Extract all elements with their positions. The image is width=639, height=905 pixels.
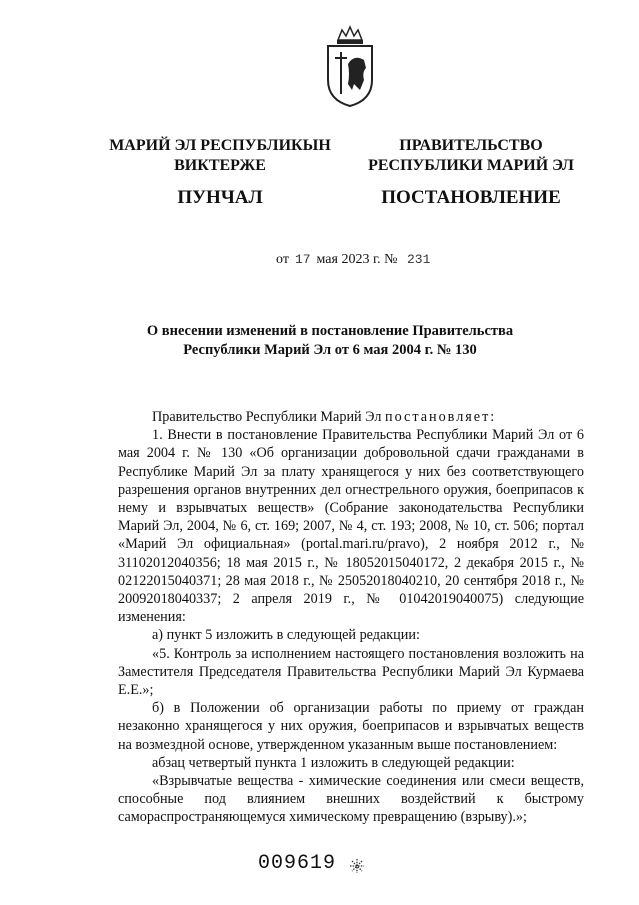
paragraph-5: абзац четвертый пункта 1 изложить в следующей редакции:	[152, 754, 515, 771]
document-body	[118, 408, 584, 827]
intro-text: Правительство Республики Марий Эл	[152, 409, 382, 425]
paragraph-4: б) в Положении об организации работы по приему от граждан незаконно хранящегося у них оружия, боеприпасов и взрывчатых веществ на возмездной основе, утвержденном указанным выше постановлением:	[118, 700, 584, 753]
document-number: 231	[406, 252, 431, 267]
header-right-line2: РЕСПУБЛИКИ МАРИЙ ЭЛ	[368, 157, 574, 174]
date-prefix: от	[276, 252, 289, 267]
header-right	[356, 136, 586, 210]
date-line	[276, 252, 436, 268]
paragraph-2: а) пункт 5 изложить в следующей редакции:	[152, 627, 420, 644]
title-line2: Республики Марий Эл от 6 мая 2004 г. № 130	[183, 342, 477, 358]
paragraph-1: 1. Внести в постановление Правительства Республики Марий Эл от 6 мая 2004 г. № 130 «Об организации добровольной сдачи гражданами в Республике Марий Эл за плату хранящегося у них без соответствующего разрешения органов внутренних дел огнестрельного оружия, боеприпасов к нему и взрывчатых веществ» (Собрание законодательства Республики Марий Эл, 2004, № 6, ст. 169; 2007, № 4, ст. 193; 2008, № 10, ст. 506; портал «Марий Эл официальная» (portal.mari.ru/pravo), 2 ноября 2012 г., № 31102012040356; 18 мая 2015 г., № 18052015040172, 2 декабря 2015 г., № 02122015040371; 28 мая 2018 г., № 25052018040210, 20 сентября 2018 г., № 20092018040337; 2 апреля 2019 г., № 01042019040075) следующие изменения:	[118, 427, 584, 626]
asterisk-mark-icon	[349, 858, 365, 874]
header-left-doc-type: ПУНЧАЛ	[177, 187, 263, 208]
coat-of-arms-emblem	[324, 24, 376, 108]
header-left-line1: МАРИЙ ЭЛ РЕСПУБЛИКЫН	[109, 137, 331, 154]
header-left-line2: ВИКТЕРЖЕ	[174, 157, 266, 174]
header-right-line1: ПРАВИТЕЛЬСТВО	[399, 137, 543, 154]
document-title	[120, 322, 540, 360]
date-day: 17	[294, 252, 311, 267]
paragraph-3: «5. Контроль за исполнением настоящего постановления возложить на Заместителя Председателя Правительства Республики Марий Эл Курмаева Е.Е.»;	[118, 645, 584, 699]
header-right-doc-type: ПОСТАНОВЛЕНИЕ	[381, 187, 561, 208]
header-left	[100, 136, 340, 210]
intro-verb: постановляет:	[384, 409, 497, 425]
intro-paragraph	[118, 408, 584, 426]
paragraph-6: «Взрывчатые вещества - химические соединения или смеси веществ, способные под влиянием внешних воздействий к быстрому самораспространяющемуся химическому превращению (взрыву).»;	[118, 773, 584, 826]
date-month-year: мая 2023 г. №	[316, 252, 398, 267]
serial-number: 009619	[258, 852, 337, 875]
title-line1: О внесении изменений в постановление Правительства	[146, 323, 514, 339]
